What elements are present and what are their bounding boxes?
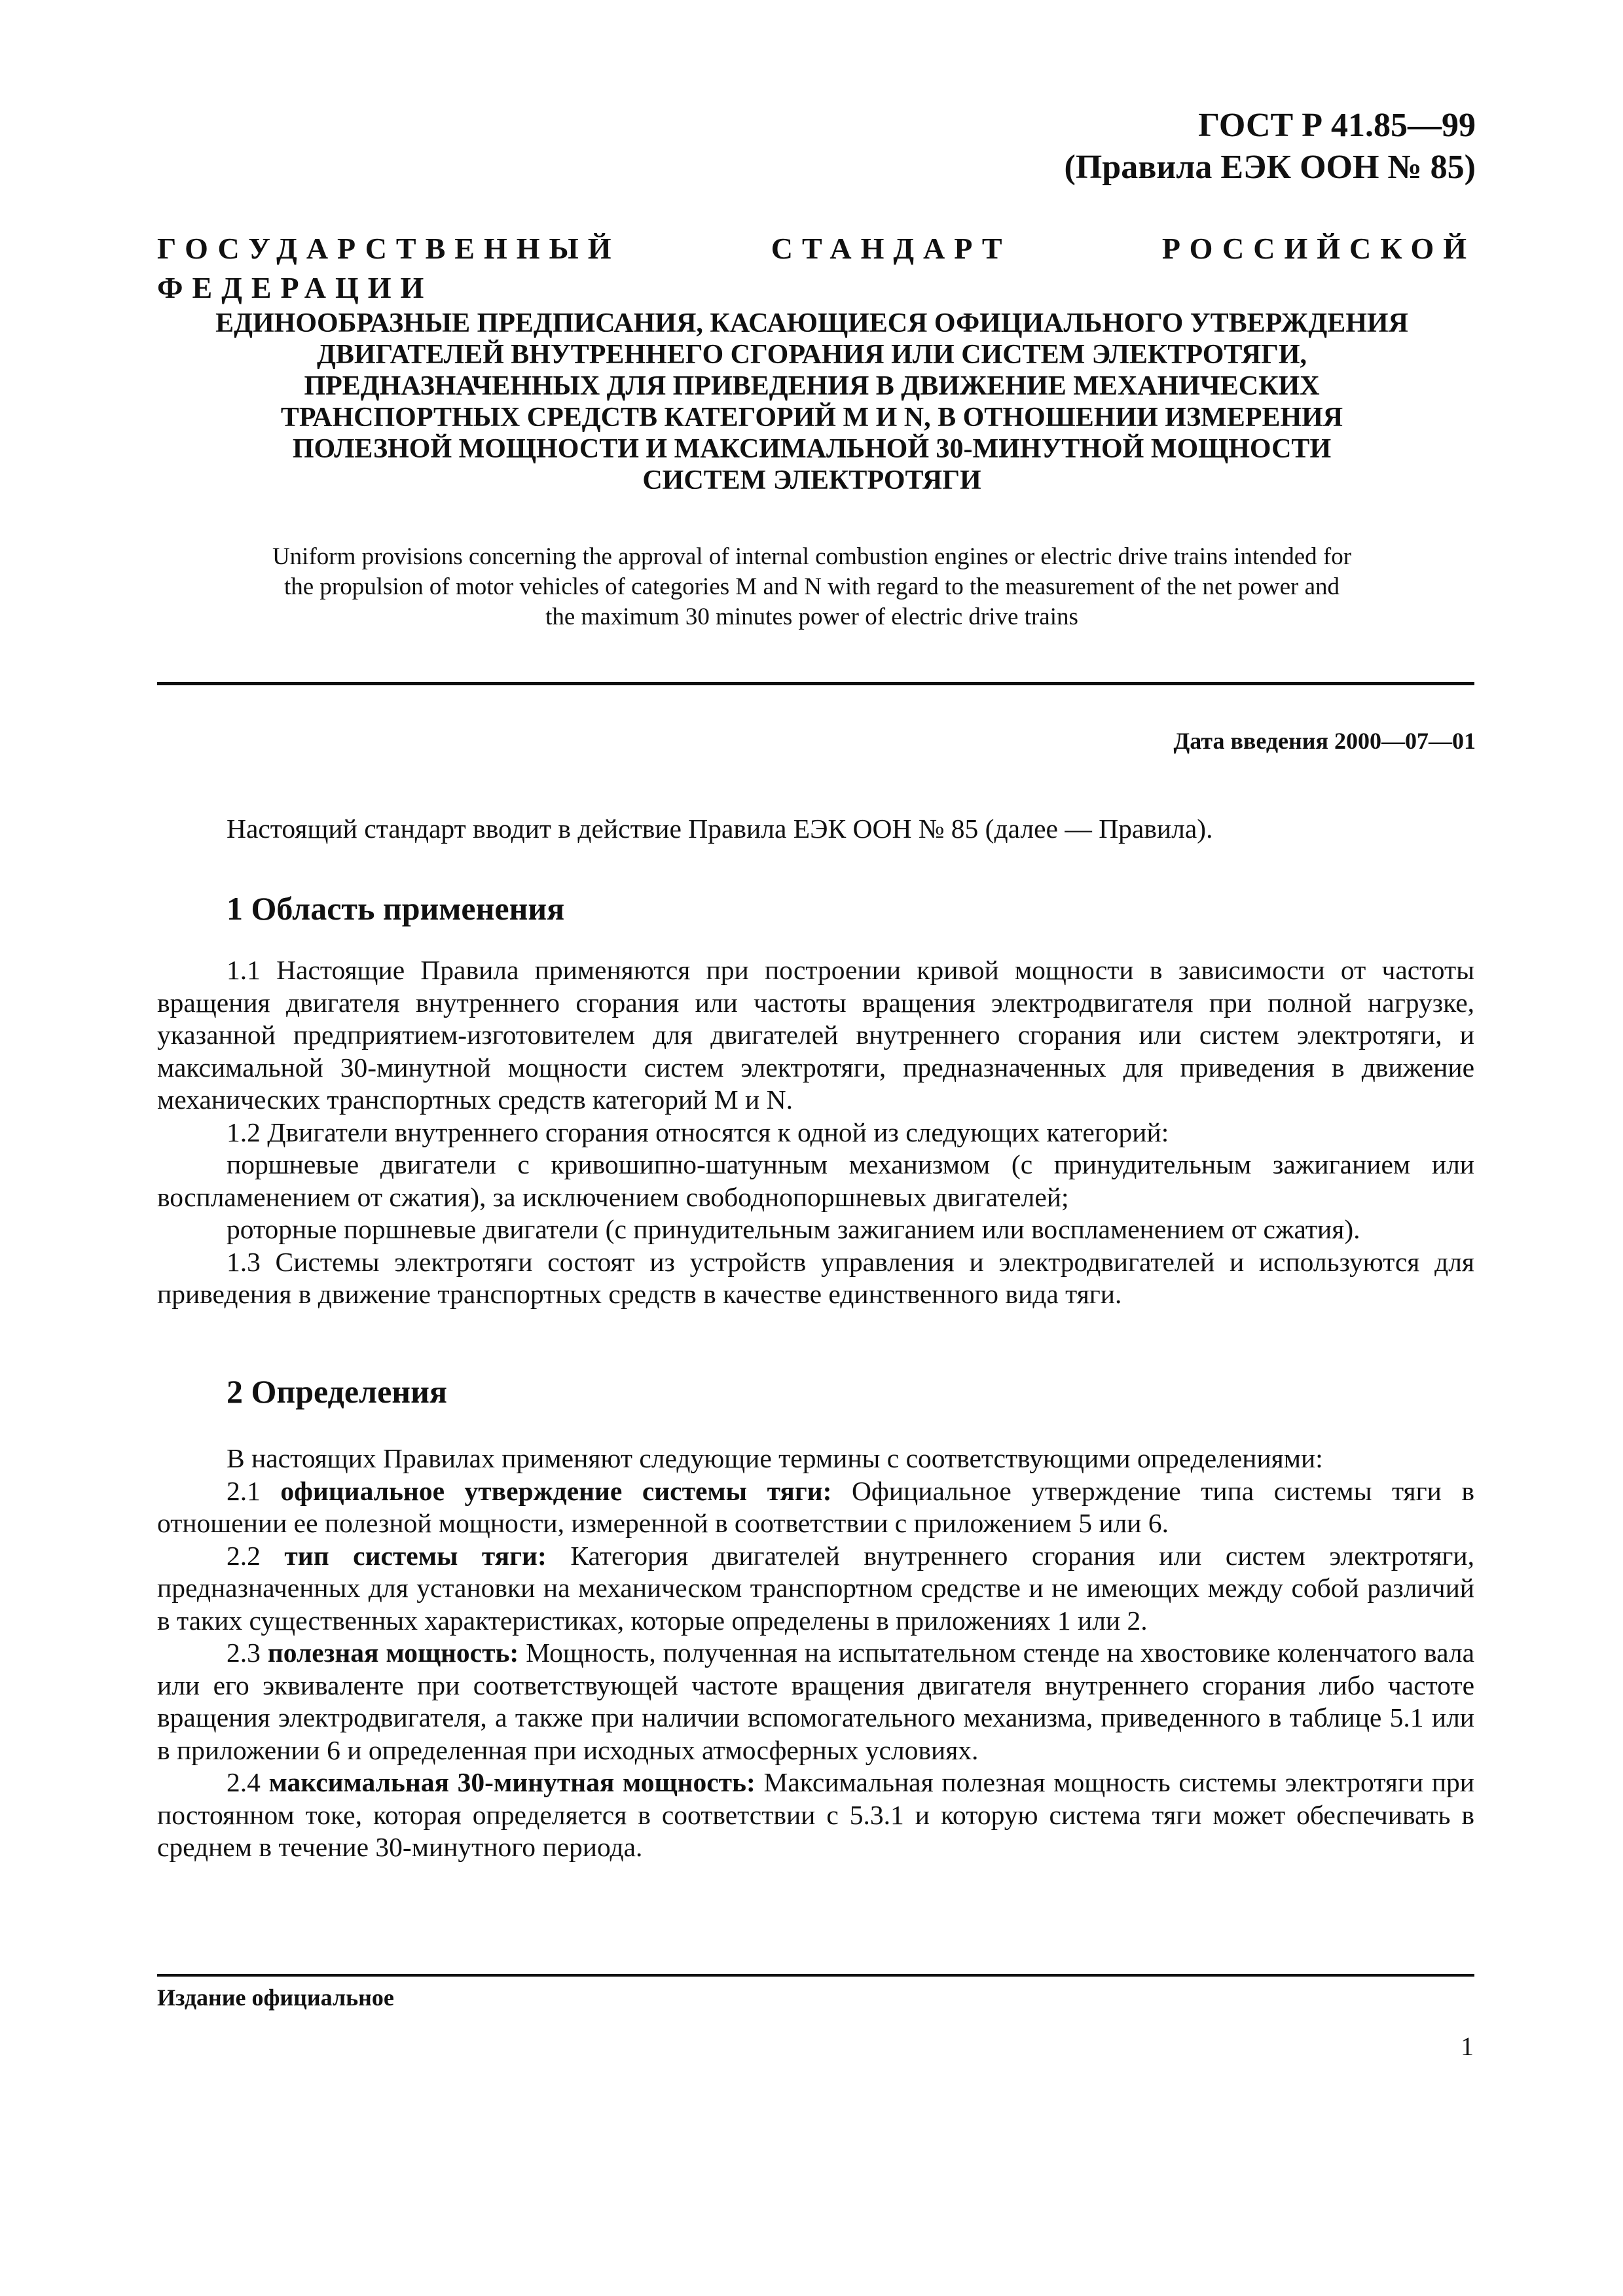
definition-text: Мощность, полученная на испытательном стенде на хвостовике коленчатого вала или его эквиваленте при соответствующей частоте вращения двигателя внутреннего сгорания либо частоте вращения электродвигателя, а также при наличии вспомогательного механизма, приведенного в таблице 5.1 или в приложении 6 и определенная при исходных атмосферных условиях. xyxy=(157,1638,1474,1765)
definition-number: 2.1 xyxy=(227,1475,261,1506)
clause-1-1: 1.1 Настоящие Правила применяются при построении кривой мощности в зависимости от частоты вращения двигателя внутреннего сгорания или частоты вращения электродвигателя при полной нагрузке, указанной предприятием-изготовителем для двигателей внутреннего сгорания или систем электротяги, и максимальной 30-минутной мощности систем электротяги, предназначенных для приведения в движение механических транспортных средств категорий M и N. xyxy=(157,955,1474,1115)
designation-number: ГОСТ Р 41.85—99 xyxy=(1198,107,1476,144)
document-title-en xyxy=(164,542,1460,632)
definition-number: 2.2 xyxy=(227,1540,261,1571)
title-ru-line: ПРЕДНАЗНАЧЕННЫХ ДЛЯ ПРИВЕДЕНИЯ В ДВИЖЕНИЕ МЕХАНИЧЕСКИХ xyxy=(304,371,1320,401)
section-1-title: 1 Область применения xyxy=(227,890,565,927)
header-divider xyxy=(157,682,1474,685)
definition-term: полезная мощность: xyxy=(267,1638,519,1668)
title-ru-line: ПОЛЕЗНОЙ МОЩНОСТИ И МАКСИМАЛЬНОЙ 30-МИНУТНОЙ МОЩНОСТИ xyxy=(292,434,1332,464)
definition-term: максимальная 30-минутная мощность: xyxy=(268,1767,756,1797)
definition-term: тип системы тяги: xyxy=(284,1540,547,1571)
footer-divider xyxy=(157,1974,1474,1977)
title-en-line: the propulsion of motor vehicles of categories M and N with regard to the measurement of the net power and xyxy=(283,573,1340,600)
definition-text: Максимальная полезная мощность системы электротяги при постоянном токе, которая определяется в соответствии с 5.3.1 и которую система тяги может обеспечивать в среднем в течение 30-минутного периода. xyxy=(157,1767,1474,1862)
title-ru-line: ДВИГАТЕЛЕЙ ВНУТРЕННЕГО СГОРАНИЯ ИЛИ СИСТЕМ ЭЛЕКТРОТЯГИ, xyxy=(316,340,1307,370)
title-en-line: Uniform provisions concerning the approval of internal combustion engines or electric drive trains intended for xyxy=(272,543,1352,570)
intro-paragraph-block xyxy=(157,813,1474,846)
section-2-intro: В настоящих Правилах применяют следующие термины с соответствующими определениями: xyxy=(227,1443,1323,1473)
definition-number: 2.4 xyxy=(227,1767,261,1797)
definition-2-3 xyxy=(157,1637,1474,1767)
definition-term: официальное утверждение системы тяги: xyxy=(280,1475,832,1506)
section-2-title: 2 Определения xyxy=(227,1373,447,1410)
definition-2-1 xyxy=(157,1475,1474,1540)
clause-1-2-item-b: роторные поршневые двигатели (с принудительным зажиганием или воспламенением от сжатия). xyxy=(227,1214,1360,1244)
standard-designation xyxy=(1065,105,1476,188)
introduction-date: Дата введения 2000—07—01 xyxy=(1173,728,1476,754)
intro-paragraph: Настоящий стандарт вводит в действие Правила ЕЭК ООН № 85 (далее — Правила). xyxy=(227,814,1213,844)
state-standard-heading: ГОСУДАРСТВЕННЫЙ СТАНДАРТ РОССИЙСКОЙ ФЕДЕРАЦИИ xyxy=(157,232,1476,304)
document-title-ru xyxy=(164,308,1460,496)
clause-1-2: 1.2 Двигатели внутреннего сгорания относятся к одной из следующих категорий: xyxy=(227,1117,1169,1147)
definition-number: 2.3 xyxy=(227,1638,261,1668)
clause-1-3: 1.3 Системы электротяги состоят из устройств управления и электродвигателей и используются для приведения в движение транспортных средств в качестве единственного вида тяги. xyxy=(157,1246,1474,1309)
title-ru-line: СИСТЕМ ЭЛЕКТРОТЯГИ xyxy=(642,465,981,495)
page-number: 1 xyxy=(1461,2032,1474,2061)
title-en-line: the maximum 30 minutes power of electric drive trains xyxy=(545,603,1078,630)
title-ru-line: ЕДИНООБРАЗНЫЕ ПРЕДПИСАНИЯ, КАСАЮЩИЕСЯ ОФИЦИАЛЬНОГО УТВЕРЖДЕНИЯ xyxy=(215,308,1408,338)
definition-text: Официальное утверждение типа системы тяги в отношении ее полезной мощности, измеренной в соответствии с приложением 5 или 6. xyxy=(157,1475,1474,1538)
section-1-body xyxy=(157,954,1474,1311)
title-ru-line: ТРАНСПОРТНЫХ СРЕДСТВ КАТЕГОРИЙ M И N, В ОТНОШЕНИИ ИЗМЕРЕНИЯ xyxy=(280,403,1343,433)
section-2-body xyxy=(157,1443,1474,1864)
clause-1-2-item-a: поршневые двигатели с кривошипно-шатунным механизмом (с принудительным зажиганием или воспламенением от сжатия), за исключением свободнопоршневых двигателей; xyxy=(157,1149,1474,1212)
rules-reference: (Правила ЕЭК ООН № 85) xyxy=(1064,149,1476,186)
official-edition-label: Издание официальное xyxy=(157,1984,394,2011)
definition-2-4 xyxy=(157,1767,1474,1864)
definition-text: Категория двигателей внутреннего сгорания или систем электротяги, предназначенных для установки на механическом транспортном средстве и не имеющих между собой различий в таких существенных характеристиках, которые определены в приложениях 1 или 2. xyxy=(157,1540,1475,1636)
definition-2-2 xyxy=(157,1540,1474,1638)
